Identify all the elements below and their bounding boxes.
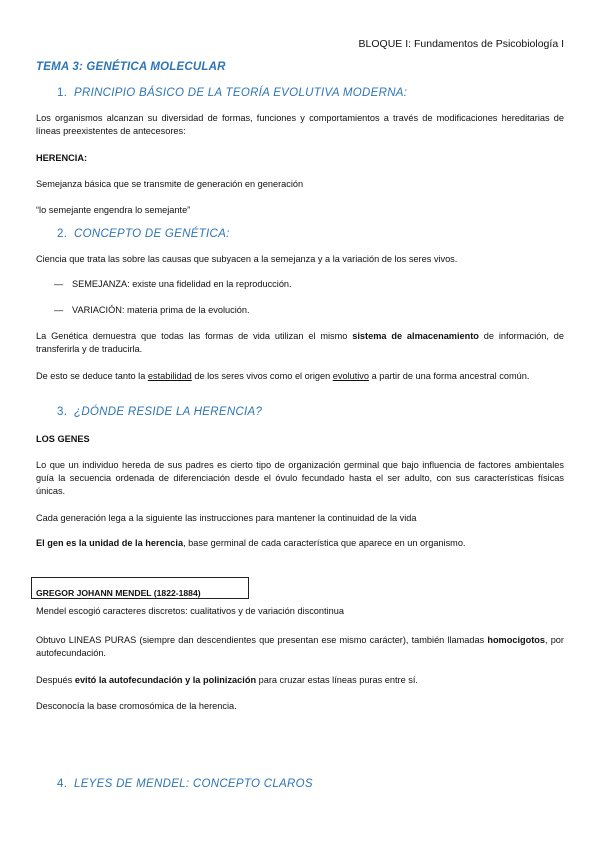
text-run-underlined: evolutivo [332, 371, 370, 381]
text-run-bold: homocigotos [487, 635, 546, 645]
text-run: de información, de transferirla y de traducirla. [36, 331, 564, 354]
section-2-paragraph: Ciencia que trata las sobre las causas que subyacen a la semejanza y a la variación de los seres vivos. [36, 254, 458, 264]
list-item-text: SEMEJANZA: existe una fidelidad en la reproducción. [72, 279, 292, 289]
generation-paragraph: Cada generación lega a la siguiente las instrucciones para mantener la continuidad de la vida [36, 513, 417, 523]
section-1-heading [57, 87, 407, 99]
section-title: CONCEPTO DE GENÉTICA: [74, 228, 230, 240]
list-item [54, 305, 250, 315]
text-run: Después [36, 675, 75, 685]
text-run: , por autofecundación. [36, 635, 564, 658]
running-header: BLOQUE I: Fundamentos de Psicobiología I [358, 38, 564, 50]
stability-paragraph [36, 370, 564, 383]
section-2-heading [57, 228, 230, 240]
herencia-label: HERENCIA: [36, 153, 88, 163]
text-run: para cruzar estas líneas puras entre sí. [256, 675, 418, 685]
mendel-paragraph-3 [36, 674, 564, 687]
section-title: ¿DÓNDE RESIDE LA HERENCIA? [74, 406, 263, 418]
text-run-bold: El gen es la unidad de la herencia [36, 538, 184, 548]
text-run-underlined: estabilidad [147, 371, 192, 381]
text-run: Obtuvo LINEAS PURAS (siempre dan descendientes que presentan ese mismo carácter), también llamadas [36, 635, 488, 645]
list-item [54, 279, 292, 289]
text-run: a partir de una forma ancestral común. [369, 371, 530, 381]
text-run: De esto se deduce tanto la [36, 371, 148, 381]
section-3-paragraph: Lo que un individuo hereda de sus padres es cierto tipo de organización germinal que bajo influencia de factores ambientales guía la secuencia ordenada de diferenciación desde el óvulo fecundado hasta el ser adulto, con sus características físicas únicas. [36, 460, 564, 496]
text-run-bold: evitó la autofecundación y la polinización [74, 675, 257, 685]
section-1-paragraph: Los organismos alcanzan su diversidad de formas, funciones y comportamientos a través de modificaciones hereditarias de líneas preexistentes de antecesores: [36, 113, 564, 136]
genes-label: LOS GENES [36, 434, 90, 444]
mendel-paragraph-2 [36, 634, 564, 660]
section-number: 1. [57, 87, 68, 99]
genetics-storage-paragraph [36, 330, 564, 356]
text-run: , base germinal de cada característica que aparece en un organismo. [183, 538, 466, 548]
text-run: La Genética demuestra que todas las formas de vida utilizan el mismo [36, 331, 353, 341]
section-number: 2. [57, 228, 68, 240]
dash-bullet: — [54, 279, 64, 289]
section-number: 4. [57, 778, 68, 790]
gen-unit-paragraph [36, 537, 564, 550]
dash-bullet: — [54, 305, 64, 315]
section-3-heading [57, 406, 262, 418]
mendel-paragraph-1: Mendel escogió caracteres discretos: cualitativos y de variación discontinua [36, 606, 344, 616]
text-run: de los seres vivos como el origen [191, 371, 333, 381]
list-item-text: VARIACIÓN: materia prima de la evolución. [72, 305, 250, 315]
section-number: 3. [57, 406, 68, 418]
text-run-bold: sistema de almacenamiento [352, 331, 479, 341]
herencia-definition: Semejanza básica que se transmite de generación en generación [36, 179, 304, 189]
herencia-quote: “lo semejante engendra lo semejante” [36, 205, 191, 215]
mendel-title: GREGOR JOHANN MENDEL (1822-1884) [36, 588, 201, 598]
topic-title: TEMA 3: GENÉTICA MOLECULAR [36, 61, 226, 73]
section-4-heading [57, 778, 313, 790]
mendel-paragraph-4: Desconocía la base cromosómica de la herencia. [36, 701, 237, 711]
section-title: LEYES DE MENDEL: CONCEPTO CLAROS [74, 778, 313, 790]
section-title: PRINCIPIO BÁSICO DE LA TEORÍA EVOLUTIVA MODERNA: [74, 87, 408, 99]
